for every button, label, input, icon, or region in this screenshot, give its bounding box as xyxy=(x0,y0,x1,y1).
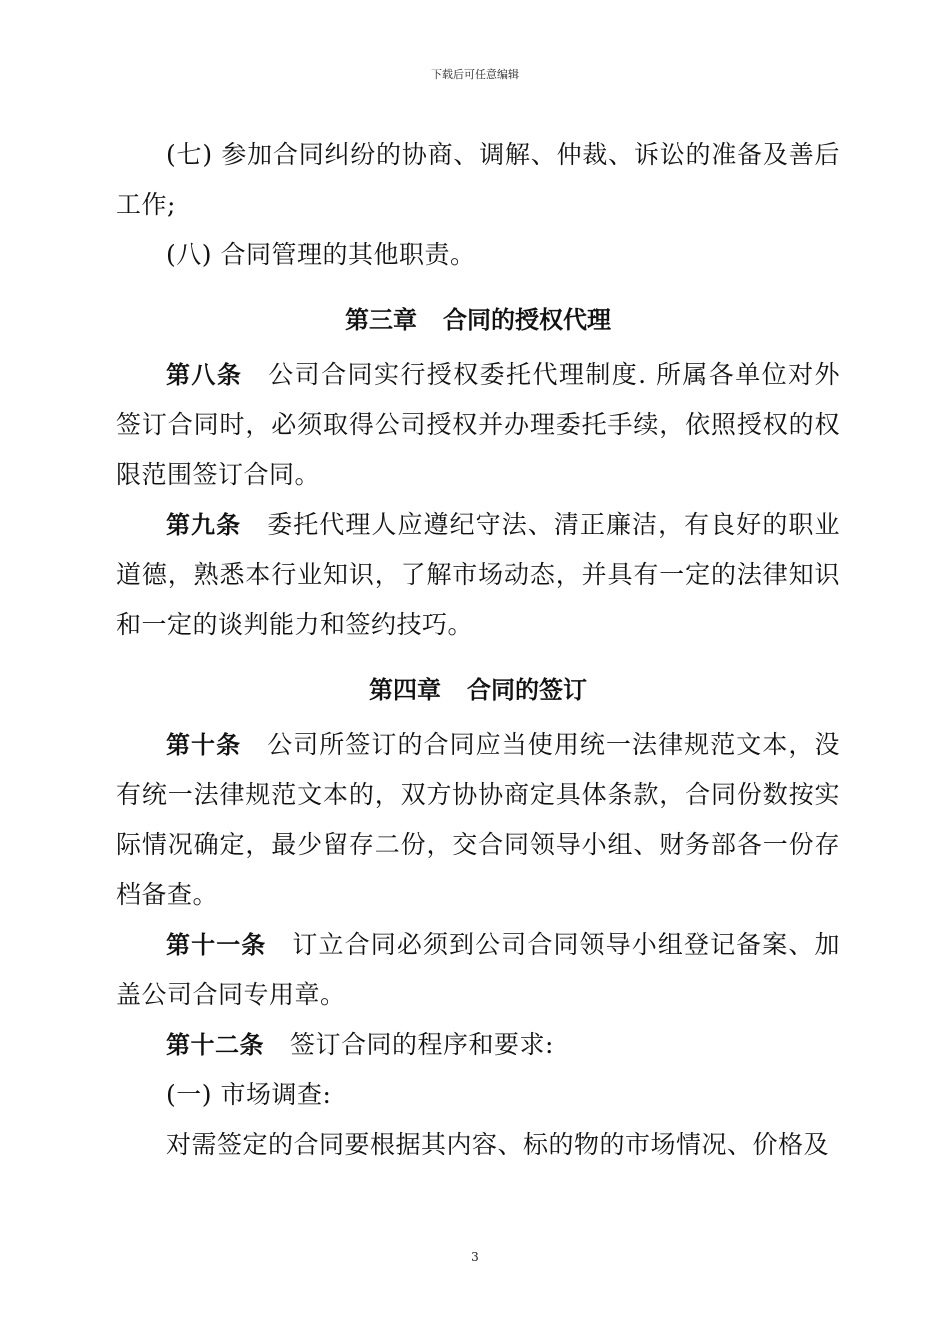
paragraph-item-7: (七) 参加合同纠纷的协商、调解、仲裁、诉讼的准备及善后工作; xyxy=(116,140,840,219)
article-text: 公司所签订的合同应当使用统一法律规范文本，没有统一法律规范文本的，双方协协商定具体条款，合同份数按实际情况确定，最少留存二份，交合同领导小组、财务部各一份存档备查。 xyxy=(116,730,840,909)
article-9 xyxy=(116,500,840,650)
sub-item-1-heading: (一) 市场调查: xyxy=(166,1080,332,1109)
chapter-title: 合同的签订 xyxy=(467,676,587,704)
article-label: 第十二条 xyxy=(166,1031,264,1059)
article-label: 第十条 xyxy=(166,731,242,759)
article-8 xyxy=(116,350,840,500)
chapter-title: 合同的授权代理 xyxy=(443,306,611,334)
chapter-4-heading xyxy=(116,650,840,720)
page-number: 3 xyxy=(471,1250,479,1264)
article-label: 第九条 xyxy=(166,511,242,539)
article-11 xyxy=(116,920,840,1020)
article-text: 委托代理人应遵纪守法、清正廉洁，有良好的职业道德，熟悉本行业知识，了解市场动态，并具有一定的法律知识和一定的谈判能力和签约技巧。 xyxy=(116,510,840,639)
chapter-3-heading xyxy=(116,280,840,350)
article-12 xyxy=(116,1020,840,1070)
article-text: 订立合同必须到公司合同领导小组登记备案、加盖公司合同专用章。 xyxy=(116,930,840,1009)
article-label: 第八条 xyxy=(166,361,243,389)
chapter-number: 第三章 xyxy=(345,306,417,334)
chapter-number: 第四章 xyxy=(369,676,441,704)
article-text: 公司合同实行授权委托代理制度. 所属各单位对外签订合同时，必须取得公司授权并办理委托手续，依照授权的权限范围签订合同。 xyxy=(116,360,840,489)
article-label: 第十一条 xyxy=(166,931,267,959)
sub-item-1-text: 对需签定的合同要根据其内容、标的物的市场情况、价格及 xyxy=(166,1130,830,1159)
paragraph-item-8: (八) 合同管理的其他职责。 xyxy=(166,240,476,269)
article-text: 签订合同的程序和要求: xyxy=(290,1030,554,1059)
article-10 xyxy=(116,720,840,920)
document-body xyxy=(116,130,840,1170)
header-note: 下载后可任意编辑 xyxy=(431,68,519,81)
